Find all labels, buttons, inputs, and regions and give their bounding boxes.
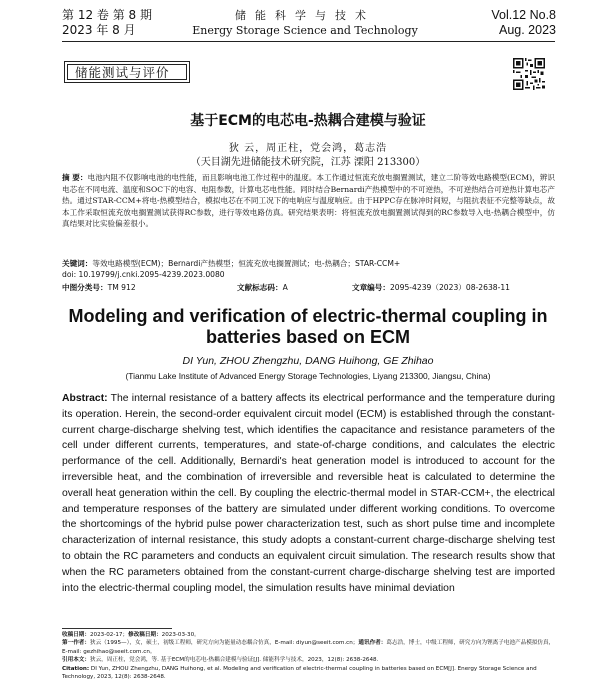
abstract-en-text: The internal resistance of a battery affects its electrical performance and the temperature during its operation. Herein, the second-order equivalent circuit model (ECM) is established through the constant-current charge-discharge shelving test, which identifies the capacitance and resistance parameters of the cell under different currents, temperatures, and state-of-charge conditions, and calculates the electric performance of the cell. Additionally, Bernardi's heat generation model is introduced to account for the irreversible heat, and the combination of irreversible and reversible heat is calculated to determine the overall heat generation within the cell. By coupling the electric-thermal model in STAR-CCM+, the electrical and temperature responses of the battery are simulated under different working conditions. To overcome the shortcomings of the hybrid pulse power characterization test, such as short pulse time and incomplete characterization of internal resistance, this study adopts a constant-current charge-discharge shelving test to obtain the RC parameters and conducts an equivalent circuit simulation. The research results show that when the RC parameters obtained from the constant-current charge-discharge shelving test are imported into the electric-thermal coupling model, the simulation results have minimal deviation — [62, 393, 555, 594]
abstract-en-label: Abstract: — [62, 393, 108, 404]
clc-label: 中图分类号： — [62, 283, 108, 292]
footnote-authors — [62, 639, 555, 656]
journal-name — [160, 8, 450, 38]
keywords-cn-label: 关键词： — [62, 259, 93, 268]
keywords-cn — [62, 258, 555, 269]
received-date: 2023-02-17； — [89, 632, 129, 638]
volume-en: Vol.12 No.8 — [491, 8, 556, 22]
revised-date: 2023-03-30。 — [161, 632, 200, 638]
header-volume-date-en — [491, 8, 556, 38]
paper-title-cn: 基于ECM的电芯电-热耦合建模与验证 — [190, 113, 426, 129]
authors-cn: 狄 云，周正柱，党会鸿，葛志浩 — [228, 143, 388, 154]
journal-name-en: Energy Storage Science and Technology — [192, 24, 418, 37]
cite-en-label: Citation: — [62, 665, 90, 672]
paper-title-en: Modeling and verification of electric-thermal coupling in batteries based on ECM — [68, 306, 548, 347]
clc-value: TM 912 — [107, 283, 136, 292]
abstract-cn-text: 电池内阻不仅影响电池的电性能，而且影响电池工作过程中的温度。本工作通过恒流充放电搁置测试，建立二阶等效电路模型(ECM)，辨识电芯在不同电流、温度和SOC下的电容、电阻参数，计算电芯电性能。同时结合Bernardi产热模型中的不可逆热，不可逆热结合可逆热计算电芯产热。通过STAR-CCM+将电-热模型结合，模拟电芯在不同工况下的电响应与温度响应。由于HPPC存在脉冲时间短，与阻抗表征不完整等缺点，故本工作采取恒流充放电搁置测试获得RC参数，进行等效电路仿真。研究结果表明：将恒流充放电搁置测试得到的RC参数导入电-热耦合模型中，仿真结果对比实验偏差很小。 — [62, 173, 555, 229]
abstract-cn — [62, 172, 555, 230]
affiliation-en: (Tianmu Lake Institute of Advanced Energy Storage Technologies, Liyang 213300, Jiangsu, China) — [125, 371, 491, 381]
date-cn: 2023 年 8 月 — [62, 23, 136, 37]
article-no-label: 文章编号： — [352, 283, 390, 292]
header-rule — [62, 41, 555, 42]
authors-en: DI Yun, ZHOU Zhengzhu, DANG Huihong, GE Zhihao — [182, 355, 434, 367]
keywords-cn-text: 等效电路模型(ECM)；Bernardi产热模型；恒流充放电搁置测试；电-热耦合；STAR-CCM+ — [92, 259, 401, 268]
footnote-dates — [62, 631, 555, 639]
date-en: Aug. 2023 — [499, 23, 556, 37]
qr-code-icon — [513, 58, 545, 90]
journal-name-cn: 储能科学与技术 — [235, 9, 375, 22]
footnote-rule — [62, 628, 172, 629]
section-tag-label: 储能测试与评价 — [67, 64, 187, 80]
abstract-cn-label: 摘 要： — [62, 173, 88, 182]
cite-en-text: DI Yun, ZHOU Zhengzhu, DANG Huihong, et al. Modeling and verification of electric-thermal coupling in batteries based on ECM[J]. Energy Storage Science and Technology, 2023, 12(8): 2638-2648. — [62, 665, 537, 681]
revised-label: 修改稿日期： — [128, 632, 162, 638]
footnotes — [62, 631, 555, 681]
corresponding-info: 葛志浩，博士，中级工程师，研究方向为锂离子电池产品模拟仿真，E-mail: gezhihao@seeit.com.cn。 — [62, 640, 555, 655]
volume-cn: 第 12 卷 第 8 期 — [62, 8, 152, 22]
header-volume-date-cn — [62, 8, 152, 38]
doc-code-value: A — [282, 283, 288, 292]
footnote-cite-en — [62, 665, 555, 682]
footnote-cite-cn — [62, 656, 555, 664]
first-author-label: 第一作者： — [62, 640, 90, 647]
abstract-en — [62, 391, 555, 639]
cite-cn-label: 引用本文： — [62, 657, 90, 664]
article-no-value: 2095-4239（2023）08-2638-11 — [389, 283, 511, 292]
received-label: 收稿日期： — [62, 632, 90, 638]
doi: doi: 10.19799/j.cnki.2095-4239.2023.0080 — [62, 270, 225, 279]
cite-cn-text: 狄云，周正柱，党会鸿，等. 基于ECM的电芯电-热耦合建模与验证[J]. 储能科学与技术，2023，12(8): 2638-2648. — [89, 657, 379, 664]
first-author-info: 狄云（1995—），女，硕士，初级工程师，研究方向为能量动态耦合仿真，E-mail: diyun@seeit.com.cn； — [89, 640, 359, 647]
doc-code-label: 文献标志码： — [237, 283, 283, 292]
corresponding-label: 通讯作者： — [358, 640, 387, 647]
affiliation-cn: （天目湖先进储能技术研究院，江苏 溧阳 213300） — [190, 157, 426, 168]
section-tag — [64, 61, 190, 83]
